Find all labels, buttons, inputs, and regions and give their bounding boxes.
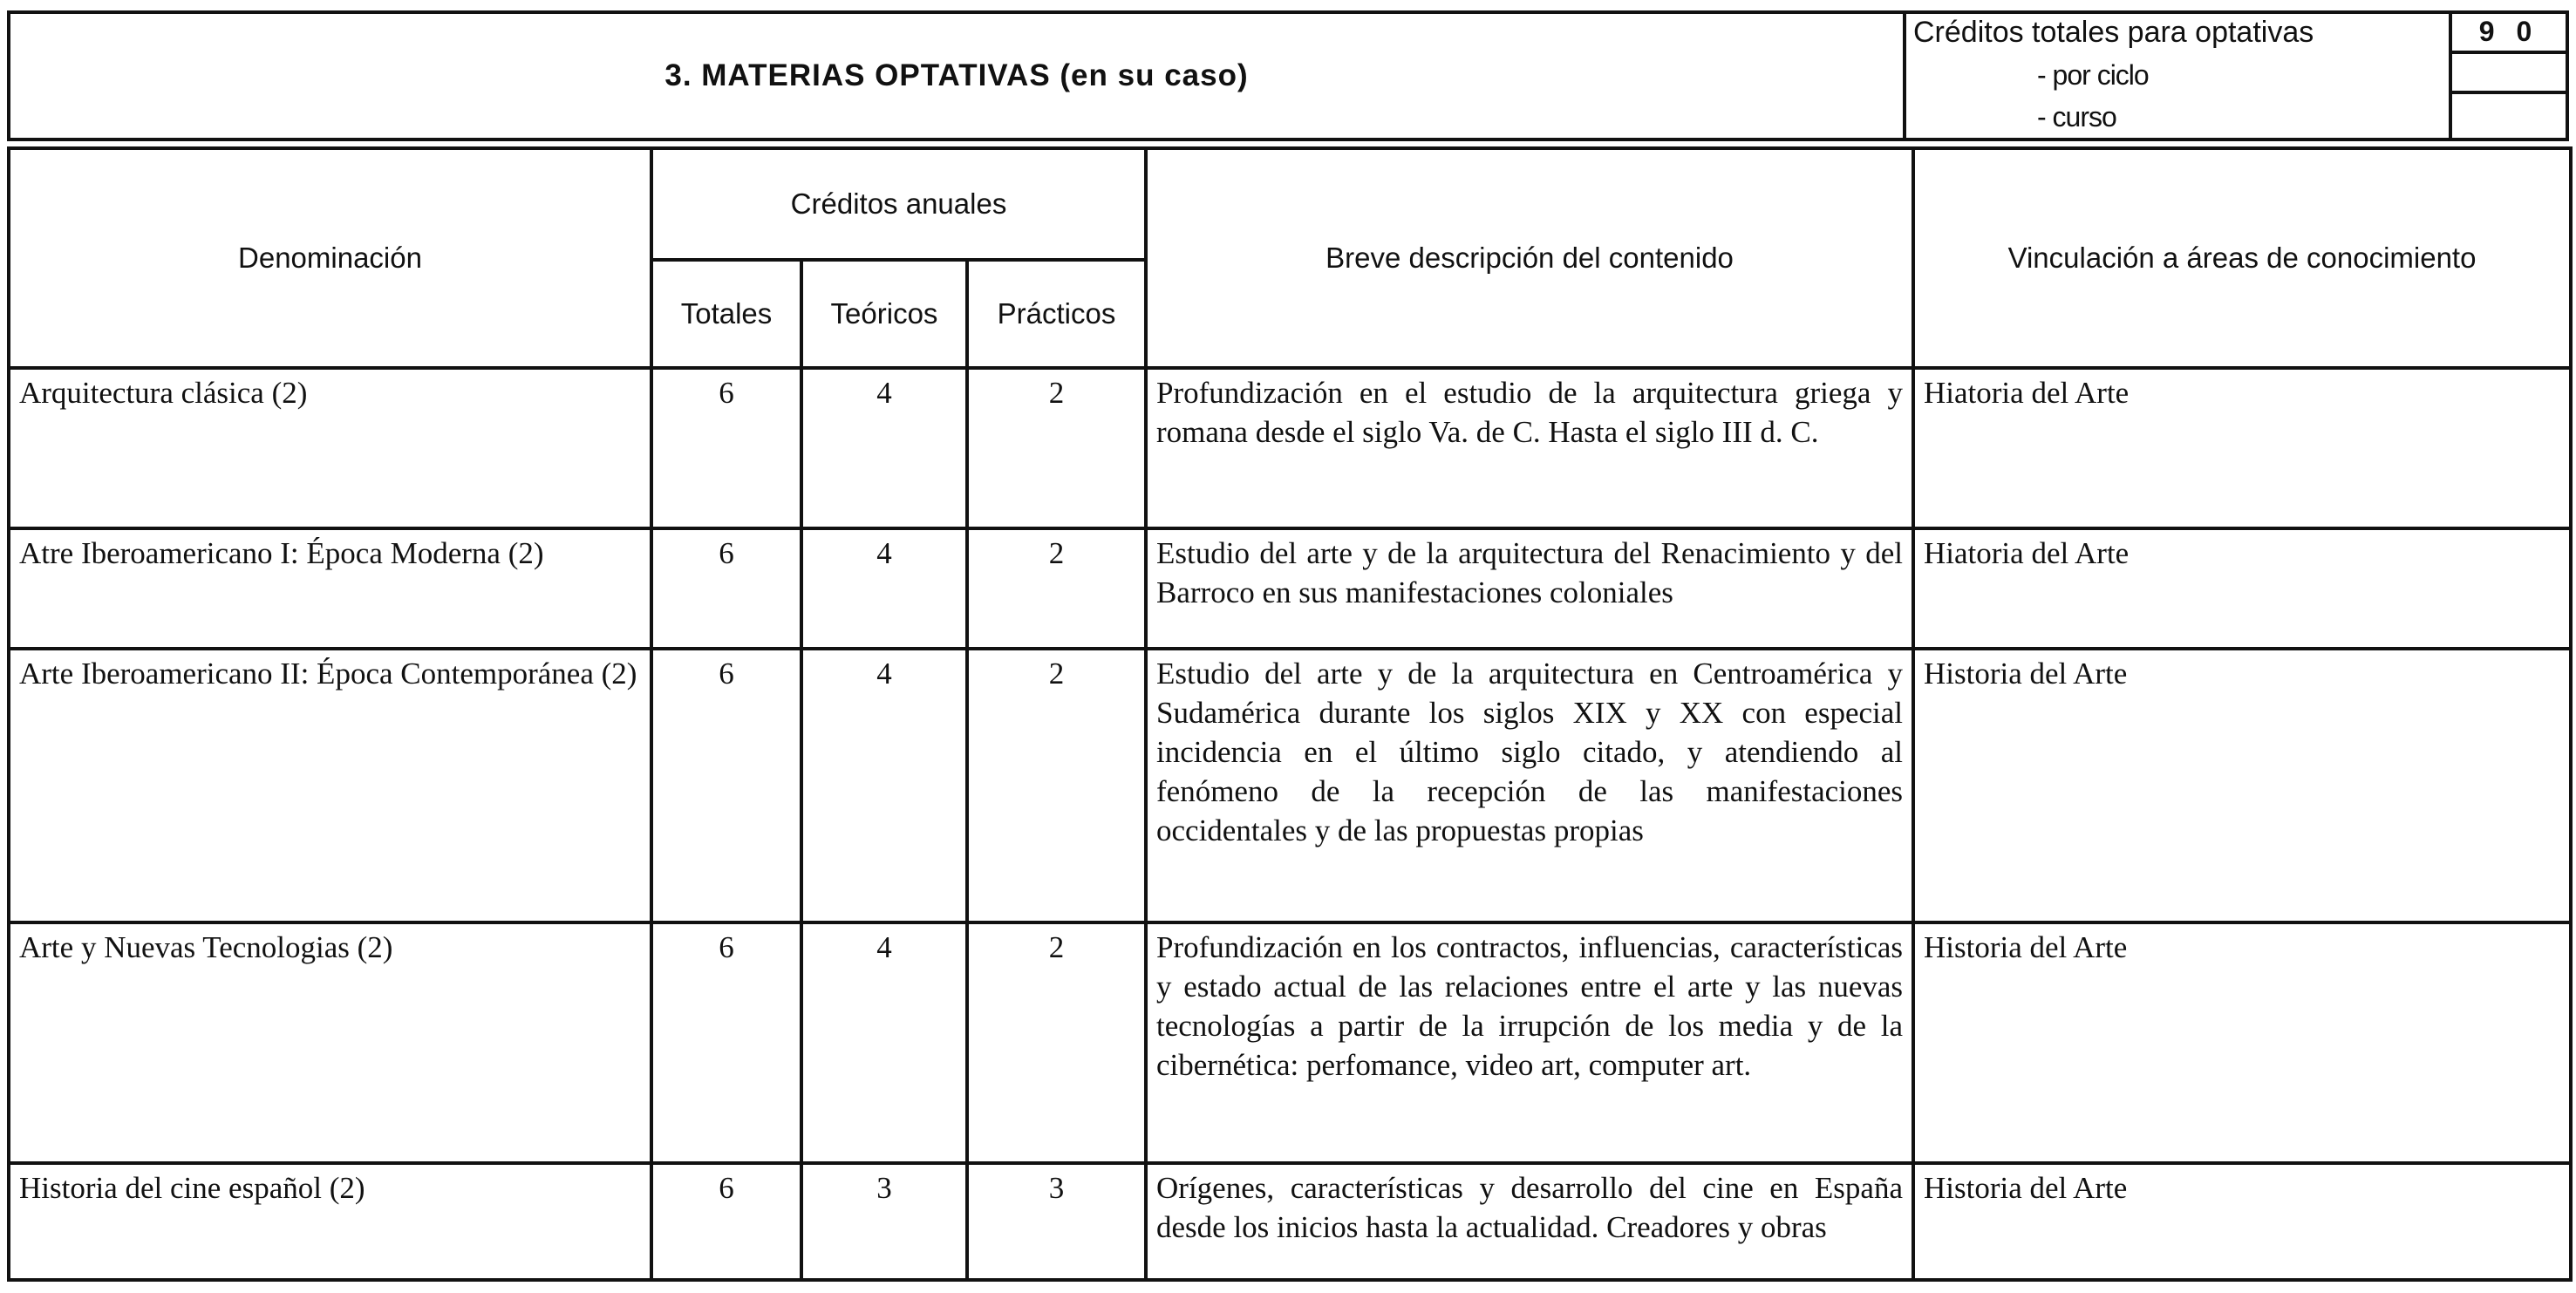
cell-practicos: 2 — [967, 649, 1146, 922]
cell-teoricos: 4 — [801, 368, 967, 528]
table-row — [9, 368, 2571, 528]
cell-practicos: 2 — [967, 922, 1146, 1163]
header-totales: Totales — [651, 260, 801, 368]
cell-descripcion: Estudio del arte y de la arquitectura en Centroamérica y Sudamérica durante los siglos XIX y XX con especial incidencia en el último siglo citado, y atendiendo al fenómeno de la recepción de las manifestaciones occidentales y de las propuestas propias — [1146, 649, 1913, 922]
header-denominacion: Denominación — [9, 148, 651, 368]
por-ciclo-value — [2452, 54, 2566, 94]
cell-denominacion: Historia del cine español (2) — [9, 1163, 651, 1280]
header-vinculacion: Vinculación a áreas de conocimiento — [1913, 148, 2571, 368]
cell-vinculacion: Historia del Arte — [1913, 649, 2571, 922]
credits-summary — [1903, 14, 2566, 138]
cell-totales: 6 — [651, 1163, 801, 1280]
cell-denominacion: Atre Iberoamericano I: Época Moderna (2) — [9, 528, 651, 649]
cell-denominacion: Arte Iberoamericano II: Época Contemporánea (2) — [9, 649, 651, 922]
cell-descripcion: Profundización en los contractos, influencias, características y estado actual de las relaciones entre el arte y las nuevas tecnologías a partir de la irrupción de los media y de la cibernética: perfomance, video art, computer art. — [1146, 922, 1913, 1163]
credits-values-box — [2449, 14, 2566, 138]
cell-denominacion: Arte y Nuevas Tecnologias (2) — [9, 922, 651, 1163]
header-teoricos: Teóricos — [801, 260, 967, 368]
optativas-table — [7, 146, 2573, 1282]
section-title: 3. MATERIAS OPTATIVAS (en su caso) — [664, 58, 1249, 92]
credits-total-value: 9 0 — [2452, 14, 2566, 54]
cell-totales: 6 — [651, 922, 801, 1163]
section-header — [7, 10, 2569, 141]
cell-practicos: 2 — [967, 528, 1146, 649]
header-descripcion: Breve descripción del contenido — [1146, 148, 1913, 368]
curso-label: - curso — [2037, 101, 2116, 133]
cell-descripcion: Profundización en el estudio de la arquitectura griega y romana desde el siglo Va. de C. Hasta el siglo III d. C. — [1146, 368, 1913, 528]
credits-total-label: Créditos totales para optativas — [1913, 16, 2314, 49]
cell-teoricos: 4 — [801, 649, 967, 922]
cell-vinculacion: Historia del Arte — [1913, 1163, 2571, 1280]
cell-descripcion: Orígenes, características y desarrollo del cine en España desde los inicios hasta la actualidad. Creadores y obras — [1146, 1163, 1913, 1280]
cell-teoricos: 3 — [801, 1163, 967, 1280]
table-row — [9, 1163, 2571, 1280]
cell-vinculacion: Hiatoria del Arte — [1913, 528, 2571, 649]
cell-denominacion: Arquitectura clásica (2) — [9, 368, 651, 528]
cell-totales: 6 — [651, 528, 801, 649]
por-ciclo-label: - por ciclo — [2037, 59, 2149, 91]
table-row — [9, 922, 2571, 1163]
cell-practicos: 3 — [967, 1163, 1146, 1280]
cell-teoricos: 4 — [801, 528, 967, 649]
header-practicos: Prácticos — [967, 260, 1146, 368]
curso-value — [2452, 94, 2566, 134]
cell-practicos: 2 — [967, 368, 1146, 528]
table-row — [9, 528, 2571, 649]
table-row — [9, 649, 2571, 922]
cell-vinculacion: Historia del Arte — [1913, 922, 2571, 1163]
cell-totales: 6 — [651, 368, 801, 528]
header-creditos-anuales: Créditos anuales — [651, 148, 1146, 260]
cell-teoricos: 4 — [801, 922, 967, 1163]
cell-vinculacion: Hiatoria del Arte — [1913, 368, 2571, 528]
document-page — [7, 10, 2569, 1282]
cell-totales: 6 — [651, 649, 801, 922]
cell-descripcion: Estudio del arte y de la arquitectura del Renacimiento y del Barroco en sus manifestaciones coloniales — [1146, 528, 1913, 649]
